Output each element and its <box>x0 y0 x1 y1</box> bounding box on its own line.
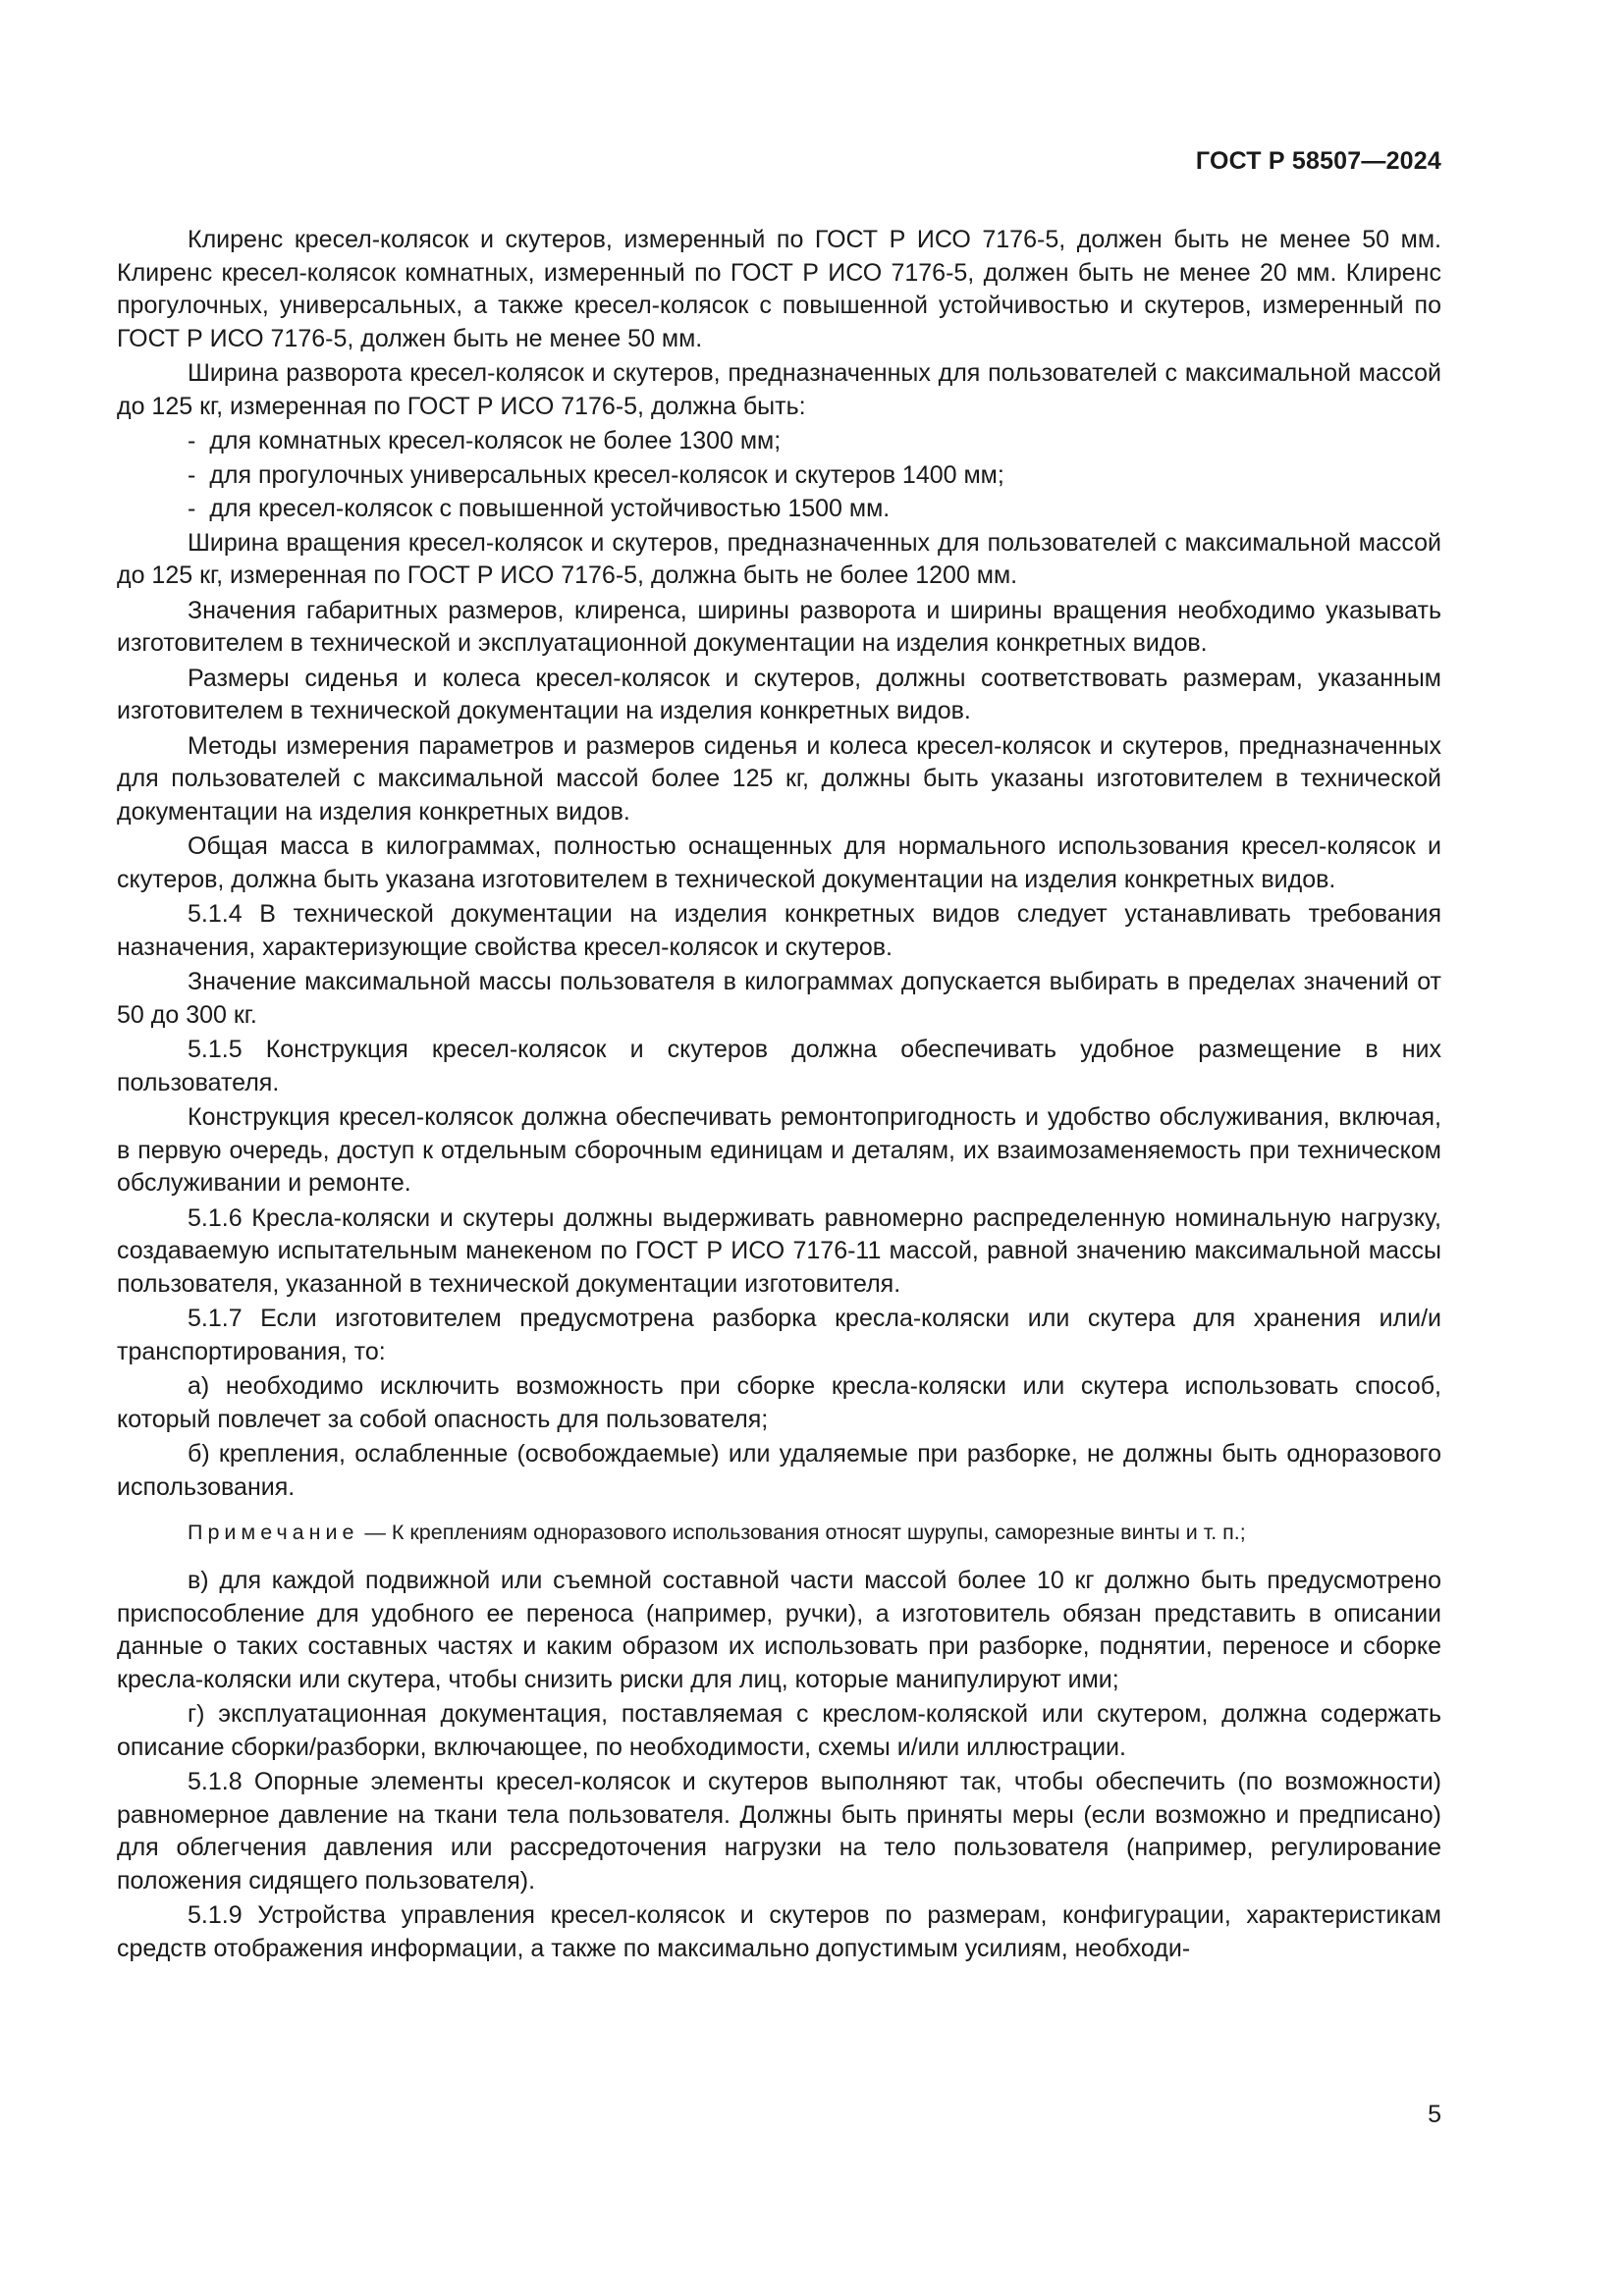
paragraph-clause-5-1-8: 5.1.8 Опорные элементы кресел-колясок и скутеров выполняют так, чтобы обеспечить (по возможности) равномерное давление на ткани тела пользователя. Должны быть приняты меры (если возможно и предписано) для облегчения давления или рассредоточения нагрузки на тело пользователя (например, регулирование положения сидящего пользователя). <box>117 1768 1441 1895</box>
note-text: — К креплениям одноразового использования относят шурупы, саморезные винты и т. п.; <box>358 1521 1246 1544</box>
paragraph-item-a: а) необходимо исключить возможность при сборке кресла-коляски или скутера использовать способ, который повлечет за собой опасность для пользователя; <box>117 1372 1441 1433</box>
paragraph-item-g: г) эксплуатационная документация, поставляемая с креслом-коляской или скутером, должна содержать описание сборки/разборки, включающее, по необходимости, схемы и/или иллюстрации. <box>117 1700 1441 1761</box>
paragraph: Размеры сиденья и колеса кресел-колясок и скутеров, должны соответствовать размерам, указанным изготовителем в технической документации на изделия конкретных видов. <box>117 664 1441 724</box>
paragraph-clause-5-1-6: 5.1.6 Кресла-коляски и скутеры должны выдерживать равномерно распределенную номинальную нагрузку, создаваемую испытательным манекеном по ГОСТ Р ИСО 7176-11 массой, равной значению максимальной массы пользователя, указанной в технической документации изготовителя. <box>117 1203 1441 1298</box>
paragraph: Значения габаритных размеров, клиренса, ширины разворота и ширины вращения необходимо указывать изготовителем в технической и эксплуатационной документации на изделия конкретных видов. <box>117 596 1441 657</box>
list-item <box>117 425 1441 458</box>
paragraph-item-v: в) для каждой подвижной или съемной составной части массой более 10 кг должно быть предусмотрено приспособление для удобного ее переноса (например, ручки), а изготовитель обязан представить в описании данные о таких составных частях и каким образом их использовать при разборке, поднятии, переносе и сборке кресла-коляски или скутера, чтобы снизить риски для лиц, которые манипулируют ими; <box>117 1567 1441 1693</box>
paragraph-clause-5-1-4: 5.1.4 В технической документации на изделия конкретных видов следует устанавливать требования назначения, характеризующие свойства кресел-колясок и скутеров. <box>117 900 1441 961</box>
list-item <box>117 459 1441 493</box>
document-body <box>117 224 1441 1967</box>
list-item <box>117 493 1441 526</box>
list-dash: - <box>188 427 196 454</box>
document-code-header: ГОСТ Р 58507—2024 <box>1195 147 1441 175</box>
list-item-text: для прогулочных универсальных кресел-колясок и скутеров 1400 мм; <box>209 460 1004 489</box>
paragraph-item-b: б) крепления, ослабленные (освобождаемые) или удаляемые при разборке, не должны быть одноразового использования. <box>117 1440 1441 1501</box>
list-item-text: для комнатных кресел-колясок не более 1300 мм; <box>209 427 782 454</box>
list-item-text: для кресел-колясок с повышенной устойчивостью 1500 мм. <box>209 495 891 522</box>
note-label: Примечание <box>188 1521 359 1544</box>
list-dash: - <box>188 495 196 522</box>
list-dash: - <box>188 460 196 489</box>
paragraph-clause-5-1-5: 5.1.5 Конструкция кресел-колясок и скутеров должна обеспечивать удобное размещение в них пользователя. <box>117 1036 1441 1096</box>
paragraph: Методы измерения параметров и размеров сиденья и колеса кресел-колясок и скутеров, предназначенных для пользователей с максимальной массой более 125 кг, должны быть указаны изготовителем в технической документации на изделия конкретных видов. <box>117 731 1441 826</box>
paragraph: Клиренс кресел-колясок и скутеров, измеренный по ГОСТ Р ИСО 7176-5, должен быть не менее 50 мм. Клиренс кресел-колясок комнатных, измеренный по ГОСТ Р ИСО 7176-5, должен быть не менее 20 мм. Клиренс прогулочных, универсальных, а также кресел-колясок с повышенной устойчивостью и скутеров, измеренный по ГОСТ Р ИСО 7176-5, должен быть не менее 50 мм. <box>117 226 1441 352</box>
page-number: 5 <box>1428 2101 1441 2128</box>
paragraph-clause-5-1-7: 5.1.7 Если изготовителем предусмотрена разборка кресла-коляски или скутера для хранения или/и транспортирования, то: <box>117 1305 1441 1365</box>
paragraph-clause-5-1-9: 5.1.9 Устройства управления кресел-колясок и скутеров по размерам, конфигурации, характеристикам средств отображения информации, а также по максимально допустимым усилиям, необходи- <box>117 1901 1441 1962</box>
paragraph: Общая масса в килограммах, полностью оснащенных для нормального использования кресел-колясок и скутеров, должна быть указана изготовителем в технической документации на изделия конкретных видов. <box>117 832 1441 893</box>
note <box>117 1518 1441 1547</box>
paragraph: Ширина вращения кресел-колясок и скутеров, предназначенных для пользователей с максимальной массой до 125 кг, измеренная по ГОСТ Р ИСО 7176-5, должна быть не более 1200 мм. <box>117 528 1441 589</box>
paragraph: Ширина разворота кресел-колясок и скутеров, предназначенных для пользователей с максимальной массой до 125 кг, измеренная по ГОСТ Р ИСО 7176-5, должна быть: <box>117 359 1441 420</box>
paragraph: Значение максимальной массы пользователя в килограммах допускается выбирать в пределах значений от 50 до 300 кг. <box>117 968 1441 1029</box>
paragraph: Конструкция кресел-колясок должна обеспечивать ремонтопригодность и удобство обслуживания, включая, в первую очередь, доступ к отдельным сборочным единицам и деталям, их взаимозаменяемость при техническом обслуживании и ремонте. <box>117 1103 1441 1197</box>
